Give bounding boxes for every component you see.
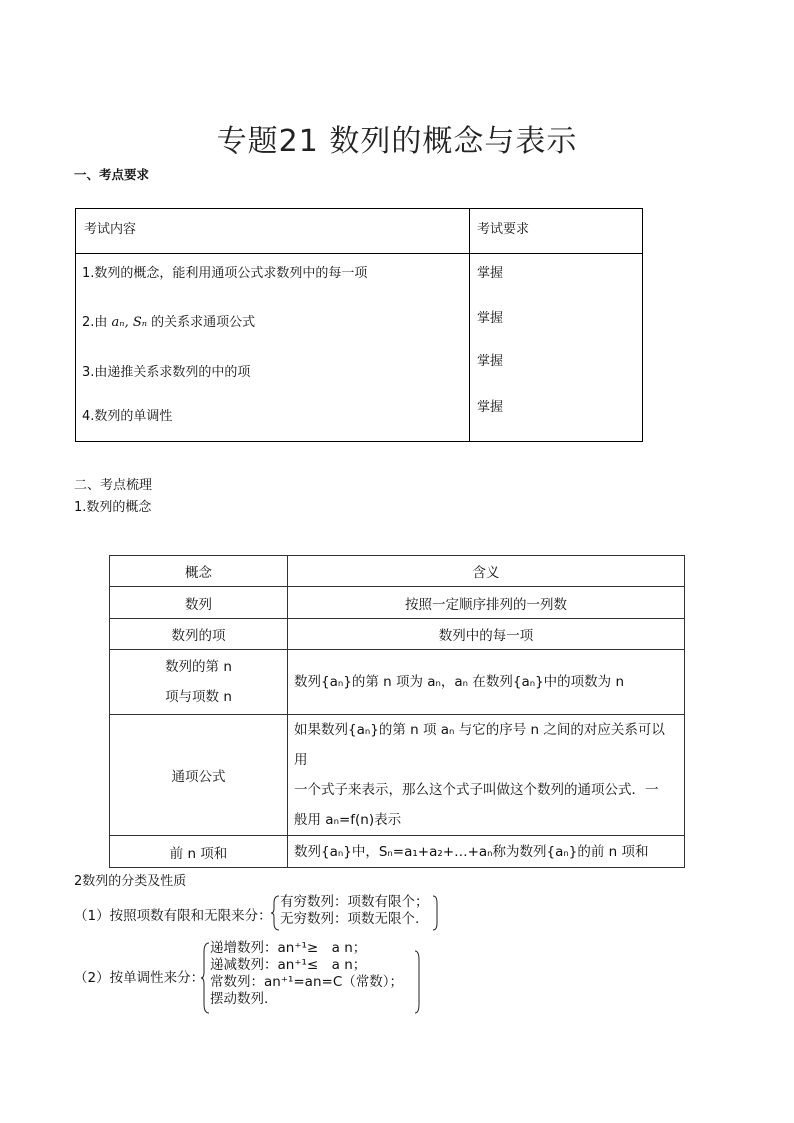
concept-row-meaning: 数列{aₙ}的第 n 项为 aₙ，aₙ 在数列{aₙ}中的项数为 n [288,650,685,715]
concept-row-term: 前 n 项和 [110,836,288,868]
concept-header-meaning: 含义 [288,556,685,587]
concept-row-term: 数列的第 n 项与项数 n [110,650,288,715]
list-item: 摆动数列. [210,991,269,1007]
concept-row-meaning: 数列中的每一项 [288,619,685,650]
section-heading-review: 二、考点梳理 [74,478,153,493]
subheading-concept: 1.数列的概念 [74,500,152,515]
list-item: 递增数列：an⁺¹≥ a n； [210,940,367,956]
list-item: 有穷数列：项数有限个； [280,894,429,910]
header-content: 考试内容 [84,222,137,237]
req-row-4-value: 掌握 [477,400,504,415]
req-row-3-value: 掌握 [477,354,504,369]
concept-row-term: 通项公式 [110,715,288,836]
req-row-3-content: 3.由递推关系求数列的中的项 [82,365,251,380]
req-row-1-content: 1.数列的概念，能利用通项公式求数列中的每一项 [82,266,368,281]
list-item: 递减数列：an⁺¹≤ a n； [210,957,367,973]
concept-table [109,555,685,868]
requirements-table [75,208,643,442]
req-row-4-content: 4.数列的单调性 [82,409,173,424]
section-heading-requirements: 一、考点要求 [74,167,150,182]
concept-header-term: 概念 [110,556,288,587]
list-item: 常数列：an⁺¹=an=C（常数）； [210,974,403,990]
req-row-2-value: 掌握 [477,311,504,326]
classification-1-label: （1）按照项数有限和无限来分： [74,908,272,924]
right-brace-icon [414,950,422,1014]
page-title: 专题21 数列的概念与表示 [216,124,578,159]
concept-row-meaning: 数列{aₙ}中，Sₙ=a₁+a₂+…+aₙ称为数列{aₙ}的前 n 项和 [288,836,685,868]
classification-1-items [280,894,429,928]
concept-row-meaning: 按照一定顺序排列的一列数 [288,587,685,619]
classification-2-label: （2）按单调性来分： [74,970,205,986]
right-brace-icon [432,895,440,931]
list-item: 无穷数列：项数无限个. [280,911,420,927]
subheading-classification: 2数列的分类及性质 [74,874,187,889]
classification-2-items [210,940,403,1008]
concept-row-term: 数列 [110,587,288,619]
header-requirement: 考试要求 [477,222,530,237]
concept-row-meaning: 如果数列{aₙ}的第 n 项 aₙ 与它的序号 n 之间的对应关系可以用 一个式子来表示，那么这个式子叫做这个数列的通项公式．一 般用 aₙ=f(n)表示 [288,715,685,836]
concept-row-term: 数列的项 [110,619,288,650]
req-row-1-value: 掌握 [477,266,504,281]
req-row-2-content: 2.由 aₙ, Sₙ 的关系求通项公式 [82,315,256,330]
